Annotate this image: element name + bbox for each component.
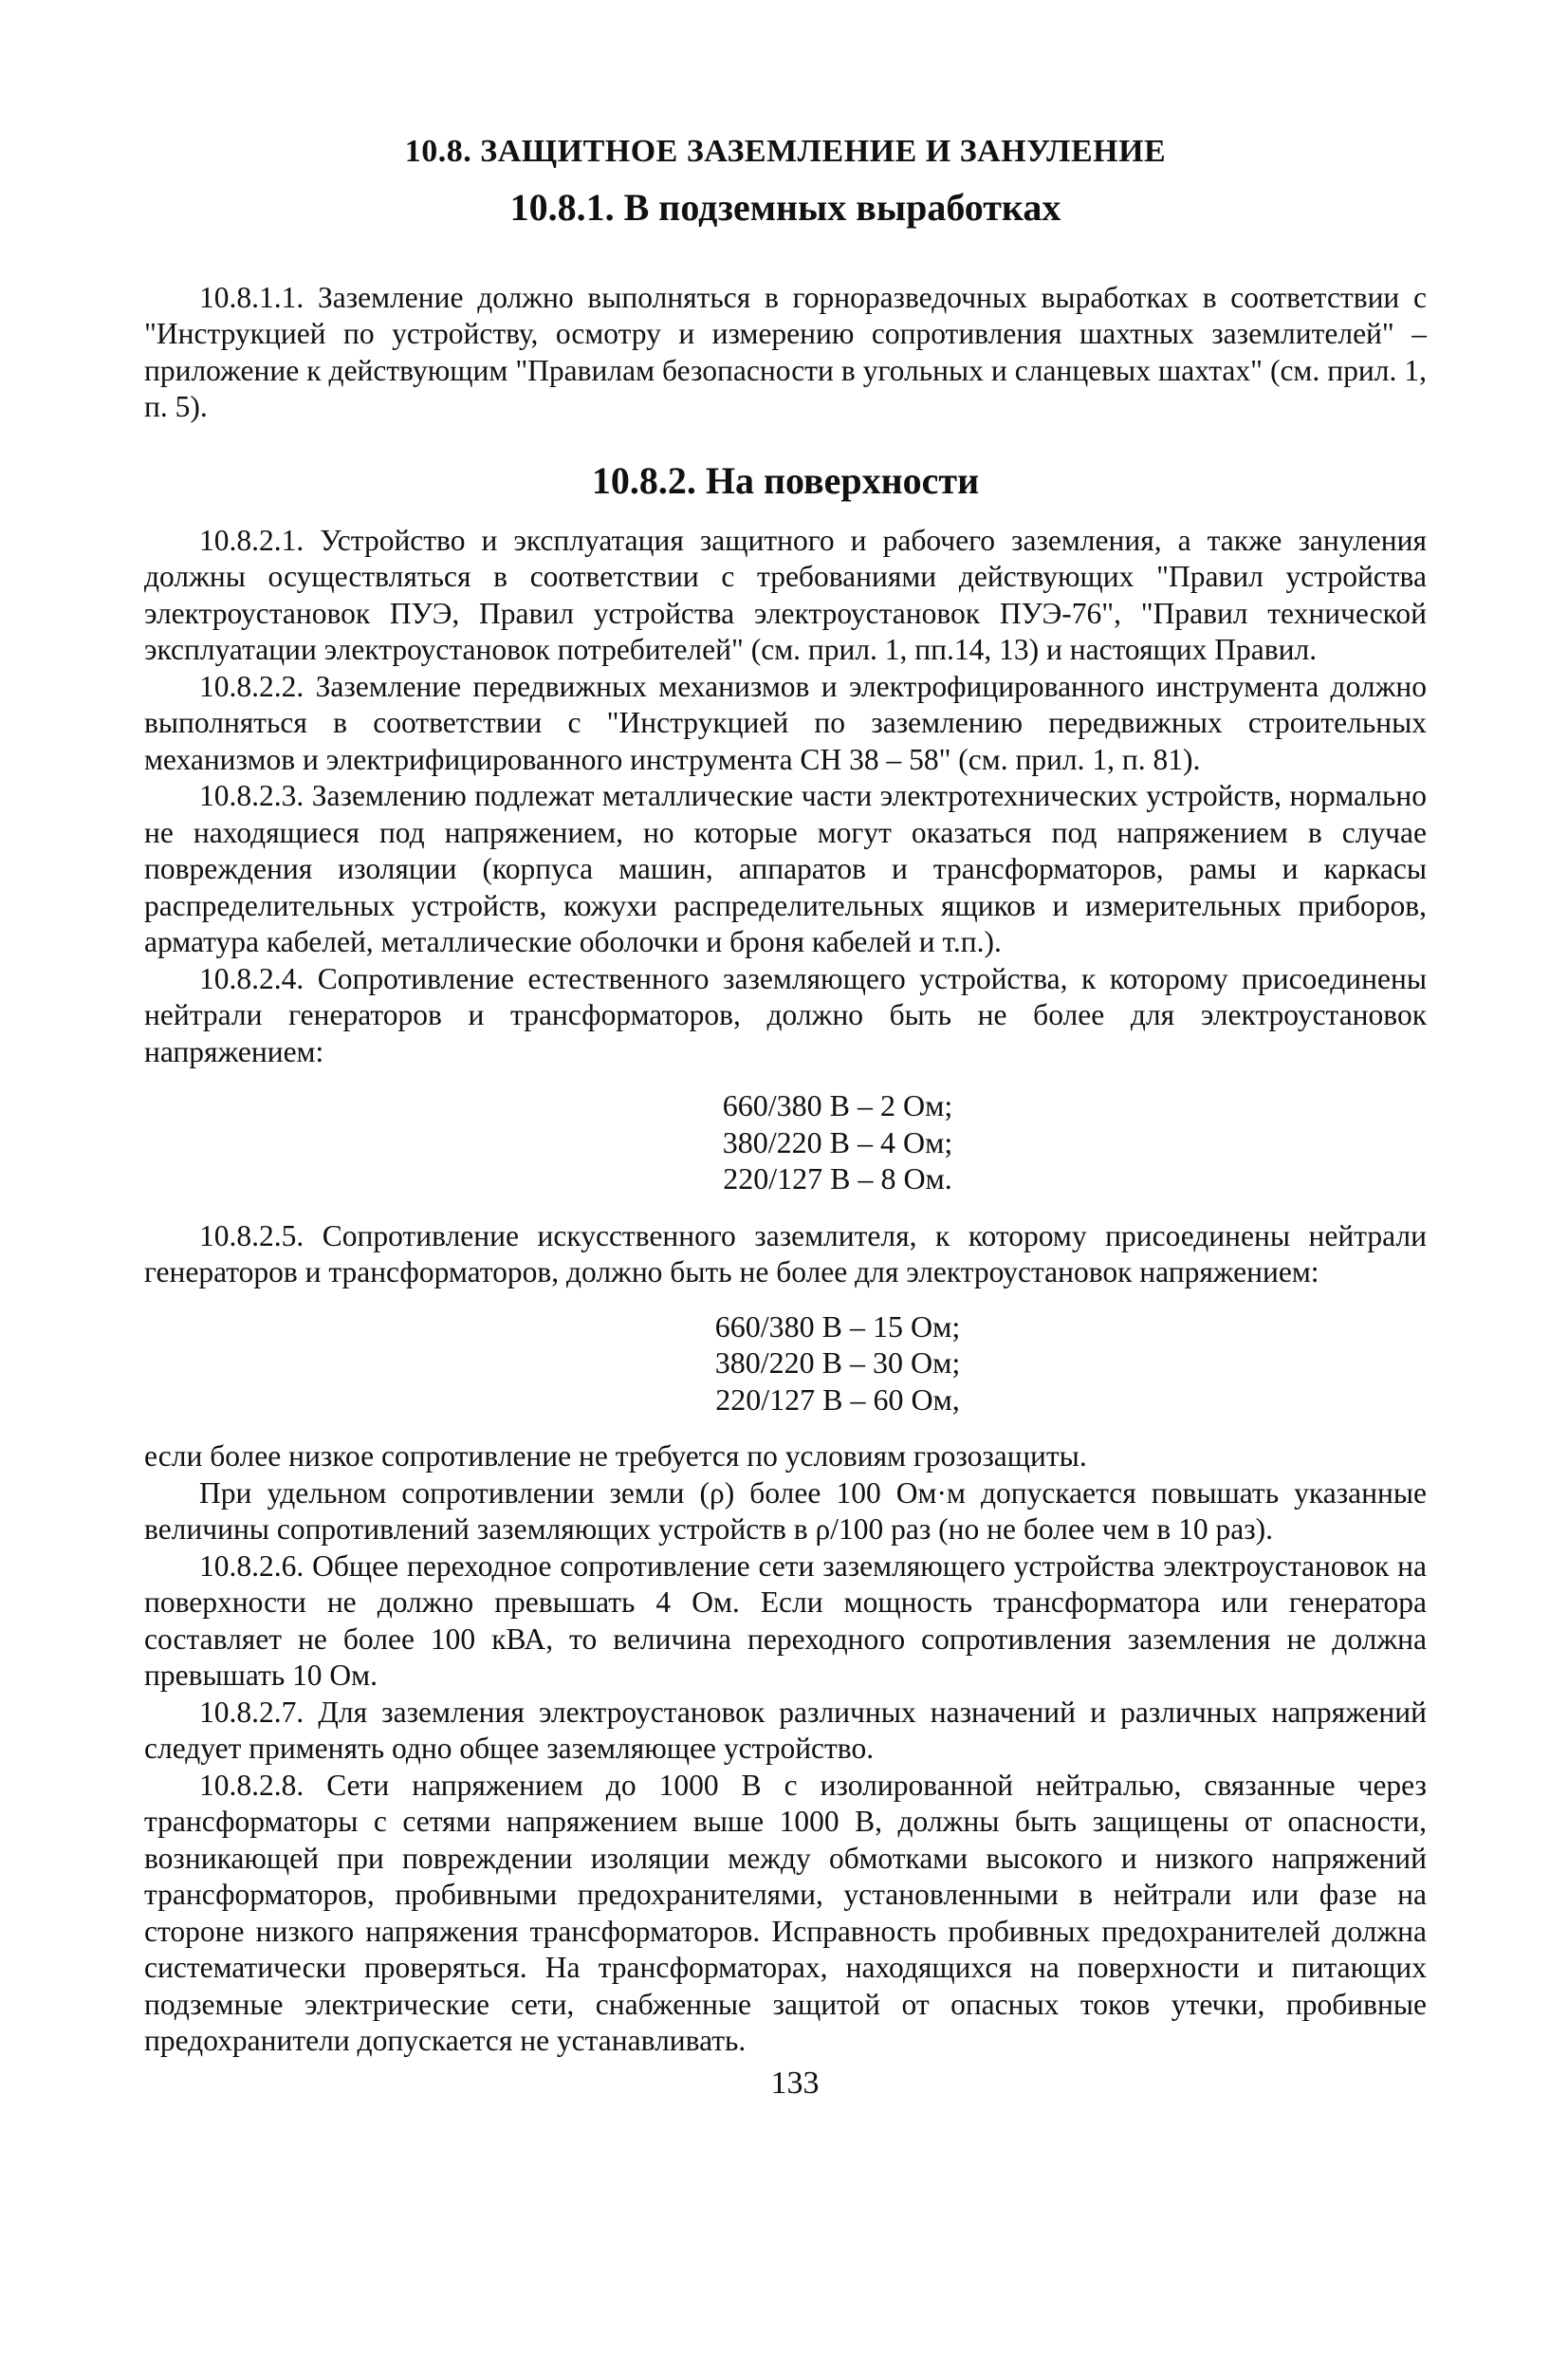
- chapter-title: 10.8. ЗАЩИТНОЕ ЗАЗЕМЛЕНИЕ И ЗАНУЛЕНИЕ: [404, 134, 1167, 169]
- paragraph-10-8-1-1: 10.8.1.1. Заземление должно выполняться в горноразведочных выработках в соответствии с "Инструкцией по устройству, осмотру и измерению сопротивления шахтных заземлителей" – приложение к действующим "Правилам безопасности в угольных и сланцевых шахтах" (см. прил. 1, п. 5).: [144, 280, 1427, 424]
- value-line: 220/127 В – 60 Ом,: [715, 1381, 960, 1417]
- paragraph-resistivity-note: При удельном сопротивлении земли (ρ) более 100 Ом·м допускается повышать указанные величины сопротивлений заземляющих устройств в ρ/100 раз (но не более чем в 10 раз).: [144, 1475, 1427, 1547]
- natural-grounding-values: [249, 1087, 1427, 1197]
- paragraph-10-8-2-4: 10.8.2.4. Сопротивление естественного заземляющего устройства, к которому присоединены нейтрали генераторов и трансформаторов, должно быть не более для электроустановок напряжением:: [144, 961, 1427, 1068]
- paragraph-10-8-2-1: 10.8.2.1. Устройство и эксплуатация защитного и рабочего заземления, а также зануления должны осуществляться в соответствии с требованиями действующих "Правил устройства электроустановок ПУЭ, Правил устройства электроустановок ПУЭ-76", "Правил технической эксплуатации электроустановок потребителей" (см. прил. 1, пп.14, 13) и настоящих Правил.: [144, 523, 1427, 667]
- paragraph-10-8-2-3: 10.8.2.3. Заземлению подлежат металлические части электротехнических устройств, нормально не находящиеся под напряжением, но которые могут оказаться под напряжением в случае повреждения изоляции (корпуса машин, аппаратов и трансформаторов, рамы и каркасы распределительных устройств, кожухи распределительных ящиков и измерительных приборов, арматура кабелей, металлические оболочки и броня кабелей и т.п.).: [144, 779, 1427, 959]
- artificial-grounding-values: [249, 1308, 1427, 1418]
- paragraph-10-8-2-5: 10.8.2.5. Сопротивление искусственного заземлителя, к которому присоединены нейтрали генераторов и трансформаторов, должно быть не более для электроустановок напряжением:: [144, 1218, 1427, 1289]
- paragraph-10-8-2-8: 10.8.2.8. Сети напряжением до 1000 В с изолированной нейтралью, связанные через трансформаторы с сетями напряжением выше 1000 В, должны быть защищены от опасности, возникающей при повреждении изоляции между обмотками высокого и низкого напряжений трансформаторов, пробивными предохранителями, установленными в нейтрали или фазе на стороне низкого напряжения трансформаторов. Исправность пробивных предохранителей должна систематически проверяться. На трансформаторах, находящихся на поверхности и питающих подземные электрические сети, снабженные защитой от опасных токов утечки, пробивные предохранители допускается не устанавливать.: [144, 1768, 1427, 2058]
- paragraph-10-8-2-5-tail: если более низкое сопротивление не требуется по условиям грозозащиты.: [144, 1439, 1087, 1474]
- value-line: 380/220 В – 30 Ом;: [714, 1345, 961, 1381]
- value-line: 220/127 В – 8 Ом.: [723, 1161, 952, 1196]
- paragraph-10-8-2-7: 10.8.2.7. Для заземления электроустановок различных назначений и различных напряжений следует применять одно общее заземляющее устройство.: [144, 1695, 1427, 1766]
- value-line: 380/220 В – 4 Ом;: [722, 1124, 953, 1159]
- value-line: 660/380 В – 15 Ом;: [714, 1308, 961, 1344]
- paragraph-10-8-2-2: 10.8.2.2. Заземление передвижных механизмов и электрофицированного инструмента должно выполняться в соответствии с "Инструкцией по заземлению передвижных строительных механизмов и электрифицированного инструмента СН 38 – 58" (см. прил. 1, п. 81).: [144, 669, 1427, 776]
- page-number: 133: [770, 2065, 820, 2101]
- section-title-underground: 10.8.1. В подземных выработках: [509, 185, 1061, 229]
- value-line: 660/380 В – 2 Ом;: [722, 1088, 953, 1123]
- document-page: [144, 133, 1427, 2102]
- section-title-surface: 10.8.2. На поверхности: [591, 458, 980, 502]
- paragraph-10-8-2-6: 10.8.2.6. Общее переходное сопротивление сети заземляющего устройства электроустановок на поверхности не должно превышать 4 Ом. Если мощность трансформатора или генератора составляет не более 100 кВА, то величина переходного сопротивления заземления не должна превышать 10 Ом.: [144, 1548, 1427, 1693]
